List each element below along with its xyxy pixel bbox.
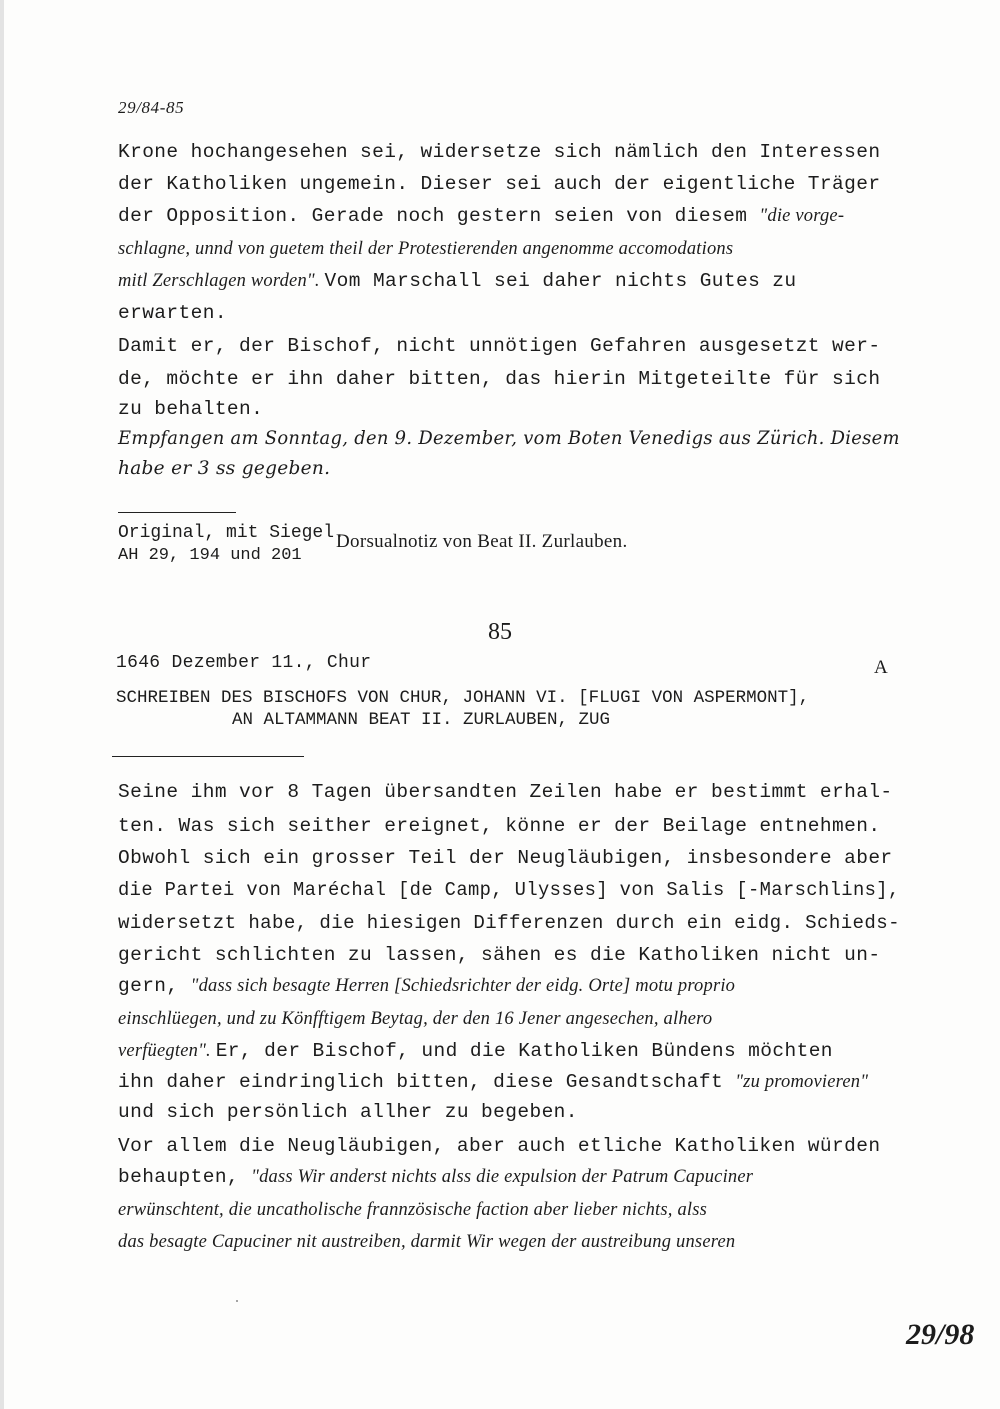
body-text: Obwohl sich ein grosser Teil der Neugläubigen, insbesondere aber xyxy=(118,847,893,869)
body-text: die Partei von Maréchal [de Camp, Ulysses] von Salis [-Marschlins], xyxy=(118,879,900,901)
quoted-source-text: "zu promovieren" xyxy=(735,1072,869,1092)
quoted-source-text: verfüegten". xyxy=(118,1041,216,1061)
entry-84-body-line xyxy=(118,302,227,324)
handwritten-note-line-1: Empfangen am Sonntag, den 9. Dezember, vom Boten Venedigs aus Zürich. Diesem xyxy=(118,428,900,449)
body-text: ten. Was sich seither ereignet, könne er der Beilage entnehmen. xyxy=(118,815,881,837)
body-text: Seine ihm vor 8 Tagen übersandten Zeilen habe er bestimmt erhal- xyxy=(118,781,893,803)
entry-85-body-line xyxy=(118,847,893,869)
entry-84-body-line xyxy=(118,368,880,390)
entry-title-line-1: SCHREIBEN DES BISCHOFS VON CHUR, JOHANN VI. [FLUGI VON ASPERMONT], xyxy=(116,688,810,708)
page-reference: 29/84-85 xyxy=(118,98,185,117)
entry-85-body-line xyxy=(118,781,893,803)
body-text: und sich persönlich allher zu begeben. xyxy=(118,1101,578,1123)
entry-84-body-line xyxy=(118,270,797,292)
entry-85-body-line xyxy=(118,879,900,901)
quoted-source-text: einschlüegen, und zu Könfftigem Beytag, der den 16 Jener angesechen, alhero xyxy=(118,1009,713,1029)
quoted-source-text: "dass sich besagte Herren [Schiedsrichter der eidg. Orte] motu proprio xyxy=(190,976,736,996)
entry-85-body-line xyxy=(118,975,735,997)
entry-85-body-line xyxy=(118,1101,578,1123)
body-text: der Katholiken ungemein. Dieser sei auch der eigentliche Träger xyxy=(118,173,881,195)
body-text: behaupten, xyxy=(118,1166,252,1188)
entry-84-body-line xyxy=(118,173,880,195)
folio-stamp: 29/98 xyxy=(906,1318,975,1351)
entry-85-body-line xyxy=(118,1008,712,1030)
source-note-archive: AH 29, 194 und 201 xyxy=(118,546,302,565)
body-text: Krone hochangesehen sei, widersetze sich nämlich den Interessen xyxy=(118,141,881,163)
body-text: Vor allem die Neugläubigen, aber auch etliche Katholiken würden xyxy=(118,1135,881,1157)
entry-85-body-line xyxy=(118,1199,707,1221)
body-text: gericht schlichten zu lassen, sähen es die Katholiken nicht un- xyxy=(118,944,881,966)
body-text: ihn daher eindringlich bitten, diese Gesandtschaft xyxy=(118,1071,736,1093)
body-text: Vom Marschall sei daher nichts Gutes zu xyxy=(324,270,797,292)
entry-85-body-line xyxy=(118,944,880,966)
body-text: der Opposition. Gerade noch gestern seien von diesem xyxy=(118,205,760,227)
body-text: gern, xyxy=(118,975,191,997)
entry-84-body-line xyxy=(118,238,733,260)
entry-number: 85 xyxy=(488,619,512,645)
entry-84-body-line xyxy=(118,398,263,420)
entry-85-body-line xyxy=(118,1231,735,1253)
entry-category: A xyxy=(874,657,888,678)
quoted-source-text: mitl Zerschlagen worden". xyxy=(118,271,325,291)
title-divider xyxy=(112,756,304,757)
entry-date-place: 1646 Dezember 11., Chur xyxy=(116,653,372,673)
quoted-source-text: "dass Wir anderst nichts alss die expulsion der Patrum Capuciner xyxy=(251,1167,754,1187)
entry-85-body-line xyxy=(118,1166,753,1188)
source-note-dorsual: Dorsualnotiz von Beat II. Zurlauben. xyxy=(336,531,628,552)
body-text: de, möchte er ihn daher bitten, das hierin Mitgeteilte für sich xyxy=(118,368,881,390)
body-text: Damit er, der Bischof, nicht unnötigen Gefahren ausgesetzt wer- xyxy=(118,335,881,357)
page-edge-shadow xyxy=(0,0,4,1409)
scan-speck xyxy=(236,1300,238,1302)
body-text: zu behalten. xyxy=(118,398,264,420)
entry-85-body-line xyxy=(118,1071,868,1093)
quoted-source-text: schlagne, unnd von guetem theil der Protestierenden angenomme accomodations xyxy=(118,239,734,259)
source-note-original: Original, mit Siegel. xyxy=(118,523,345,543)
footnote-divider xyxy=(118,512,236,513)
quoted-source-text: erwünschtent, die uncatholische frannzösische faction aber lieber nichts, alss xyxy=(118,1200,708,1220)
entry-84-body-line xyxy=(118,205,844,227)
handwritten-note-line-2: habe er 3 ss gegeben. xyxy=(118,458,331,479)
entry-title-line-2: AN ALTAMMANN BEAT II. ZURLAUBEN, ZUG xyxy=(232,710,611,730)
entry-85-body-line xyxy=(118,912,900,934)
entry-85-body-line xyxy=(118,1135,880,1157)
body-text: widersetzt habe, die hiesigen Differenzen durch ein eidg. Schieds- xyxy=(118,912,900,934)
entry-85-body-line xyxy=(118,1040,833,1062)
body-text: Er, der Bischof, und die Katholiken Bündens möchten xyxy=(215,1040,833,1062)
entry-84-body-line xyxy=(118,141,880,163)
body-text: erwarten. xyxy=(118,302,227,324)
entry-84-body-line xyxy=(118,335,880,357)
entry-85-body-line xyxy=(118,815,880,837)
quoted-source-text: "die vorge- xyxy=(759,206,845,226)
quoted-source-text: das besagte Capuciner nit austreiben, darmit Wir wegen der austreibung unseren xyxy=(118,1232,736,1252)
